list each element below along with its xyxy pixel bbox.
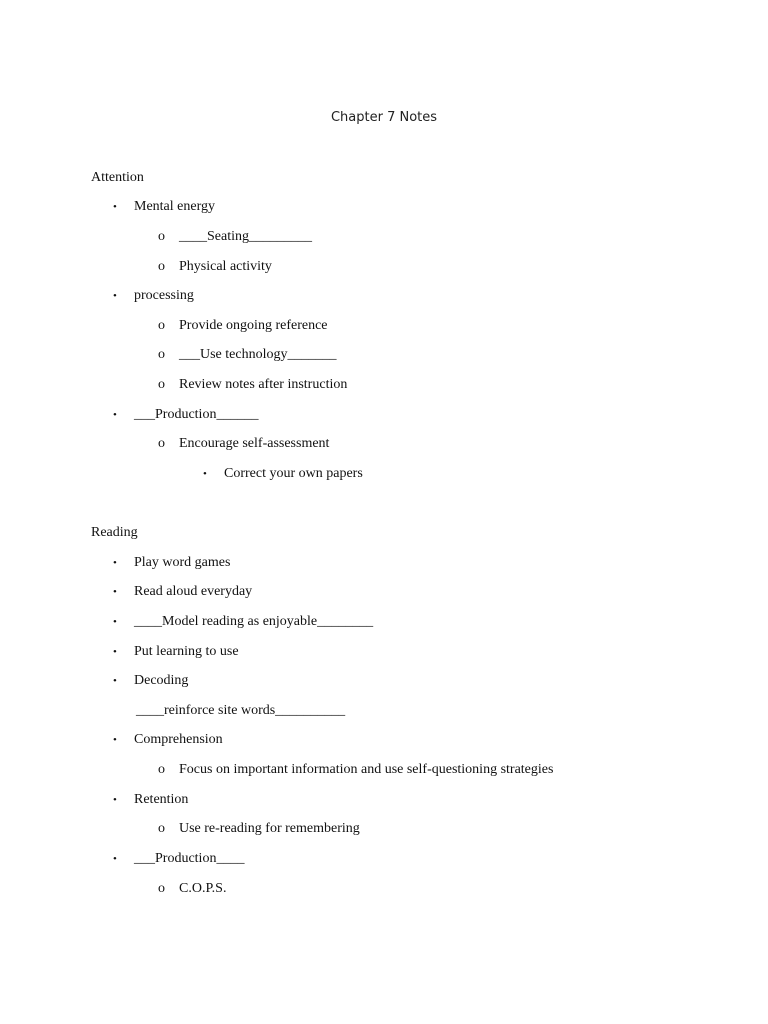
list-item-text: ___Use technology_______ xyxy=(179,347,337,362)
page-title: Chapter 7 Notes xyxy=(330,110,438,125)
circle-bullet-icon: o xyxy=(158,436,165,451)
list-item xyxy=(0,702,400,720)
list-item-text: processing xyxy=(134,288,194,303)
bullet-icon: • xyxy=(113,675,117,687)
list-item-text: Focus on important information and use self-questioning strategies xyxy=(179,762,554,777)
circle-bullet-icon: o xyxy=(158,821,165,836)
list-item xyxy=(0,554,400,572)
bullet-icon: • xyxy=(113,646,117,658)
list-item xyxy=(0,583,400,601)
circle-bullet-icon: o xyxy=(158,762,165,777)
bullet-icon: • xyxy=(113,557,117,569)
list-item-text: Comprehension xyxy=(134,732,223,747)
bullet-icon: • xyxy=(113,734,117,746)
bullet-icon: • xyxy=(113,201,117,213)
section-heading-reading: Reading xyxy=(91,525,138,540)
list-item-text: Encourage self-assessment xyxy=(179,436,330,451)
bullet-icon: • xyxy=(113,794,117,806)
list-item xyxy=(0,880,500,898)
bullet-icon: • xyxy=(113,409,117,421)
list-item-text: ___Production______ xyxy=(134,407,259,422)
bullet-icon: • xyxy=(113,853,117,865)
circle-bullet-icon: o xyxy=(158,377,165,392)
list-item-text: Mental energy xyxy=(134,199,215,214)
list-item xyxy=(0,820,500,838)
list-item-text: Retention xyxy=(134,792,189,807)
list-item-text: Review notes after instruction xyxy=(179,377,348,392)
list-item xyxy=(0,791,400,809)
list-item xyxy=(0,850,400,868)
bullet-icon: • xyxy=(113,586,117,598)
list-item xyxy=(0,198,400,216)
list-item xyxy=(0,643,400,661)
circle-bullet-icon: o xyxy=(158,229,165,244)
list-item-text: C.O.P.S. xyxy=(179,881,227,896)
list-item-text: ____reinforce site words__________ xyxy=(136,703,346,718)
list-item xyxy=(0,406,400,424)
list-item-text: Correct your own papers xyxy=(224,466,363,481)
list-item-text: Play word games xyxy=(134,555,231,570)
list-item xyxy=(0,465,500,483)
list-item xyxy=(0,376,500,394)
list-item-text: Decoding xyxy=(134,673,189,688)
list-item-text: Put learning to use xyxy=(134,644,239,659)
bullet-icon: • xyxy=(113,616,117,628)
section-heading-attention: Attention xyxy=(91,170,144,185)
circle-bullet-icon: o xyxy=(158,347,165,362)
list-item-text: Physical activity xyxy=(179,259,272,274)
list-item xyxy=(0,672,400,690)
list-item-text: ____Seating_________ xyxy=(179,229,312,244)
list-item-text: Use re-reading for remembering xyxy=(179,821,360,836)
list-item-text: ___Production____ xyxy=(134,851,245,866)
circle-bullet-icon: o xyxy=(158,881,165,896)
list-item xyxy=(0,317,500,335)
circle-bullet-icon: o xyxy=(158,259,165,274)
list-item xyxy=(0,258,500,276)
list-item-text: ____Model reading as enjoyable________ xyxy=(134,614,374,629)
list-item-text: Provide ongoing reference xyxy=(179,318,328,333)
list-item xyxy=(0,228,500,246)
circle-bullet-icon: o xyxy=(158,318,165,333)
list-item xyxy=(0,346,500,364)
bullet-icon: • xyxy=(113,290,117,302)
list-item-text: Read aloud everyday xyxy=(134,584,253,599)
bullet-icon: • xyxy=(203,468,207,480)
list-item xyxy=(0,613,400,631)
list-item xyxy=(0,287,400,305)
list-item xyxy=(0,761,560,779)
list-item xyxy=(0,435,500,453)
list-item xyxy=(0,731,400,749)
